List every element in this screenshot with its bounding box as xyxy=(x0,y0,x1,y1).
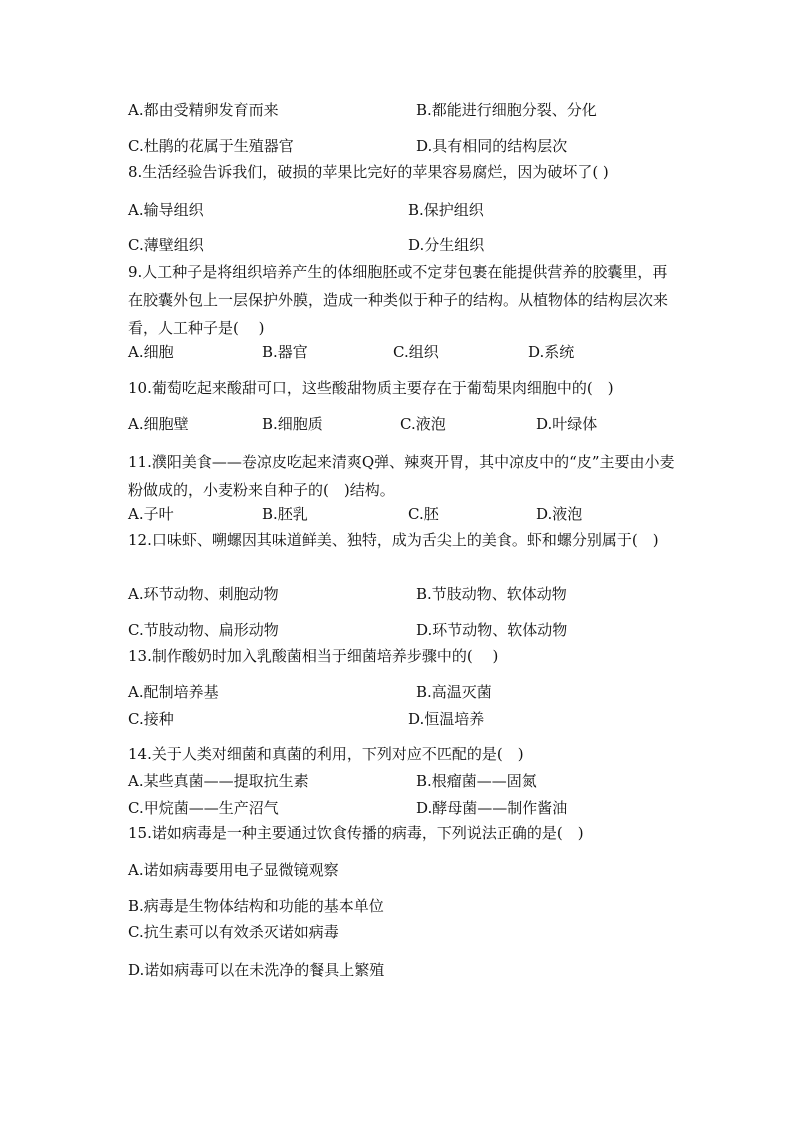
q14-stem: 14.关于人类对细菌和真菌的利用，下列对应不匹配的是( ) xyxy=(128,745,524,763)
q13-stem: 13.制作酸奶时加入乳酸菌相当于细菌培养步骤中的( ) xyxy=(128,647,499,665)
q9-stem: 9.人工种子是将组织培养产生的体细胞胚或不定芽包裹在能提供营养的胶囊里，再在胶囊外包上一层保护外膜，造成一种类似于种子的结构。从植物体的结构层次来看，人工种子是( ) xyxy=(128,263,669,337)
q14-option-c: C.甲烷菌——生产沼气 xyxy=(128,799,279,817)
q11-option-a: A.子叶 xyxy=(128,505,174,523)
q13-option-b: B.高温灭菌 xyxy=(416,683,492,701)
q10-option-b: B.细胞质 xyxy=(262,415,323,433)
q12-option-d: D.环节动物、软体动物 xyxy=(416,621,568,639)
q12-option-a: A.环节动物、刺胞动物 xyxy=(128,585,279,603)
q13-option-c: C.接种 xyxy=(128,710,174,728)
q7-option-b: B.都能进行细胞分裂、分化 xyxy=(416,101,597,119)
q9-option-d: D.系统 xyxy=(528,343,575,361)
q7-option-a: A.都由受精卵发育而来 xyxy=(128,101,279,119)
q8-option-b: B.保护组织 xyxy=(408,201,484,219)
q10-option-a: A.细胞壁 xyxy=(128,415,189,433)
q11-option-d: D.液泡 xyxy=(536,505,583,523)
q8-stem: 8.生活经验告诉我们，破损的苹果比完好的苹果容易腐烂，因为破坏了( ) xyxy=(128,163,609,181)
q13-option-d: D.恒温培养 xyxy=(408,710,485,728)
q14-option-b: B.根瘤菌——固氮 xyxy=(416,772,537,790)
q8-option-a: A.输导组织 xyxy=(128,201,204,219)
q8-option-d: D.分生组织 xyxy=(408,236,485,254)
q11-option-c: C.胚 xyxy=(408,505,439,523)
q7-option-c: C.杜鹃的花属于生殖器官 xyxy=(128,137,294,155)
q15-option-a: A.诺如病毒要用电子显微镜观察 xyxy=(128,861,339,879)
q11-stem: 11.濮阳美食——卷凉皮吃起来清爽Q弹、辣爽开胃，其中凉皮中的“皮”主要由小麦粉做成的，小麦粉来自种子的( )结构。 xyxy=(128,453,675,499)
q15-option-d: D.诺如病毒可以在未洗净的餐具上繁殖 xyxy=(128,961,385,979)
q12-option-b: B.节肢动物、软体动物 xyxy=(416,585,567,603)
q7-option-d: D.具有相同的结构层次 xyxy=(416,137,568,155)
q13-option-a: A.配制培养基 xyxy=(128,683,219,701)
q10-option-c: C.液泡 xyxy=(400,415,446,433)
q9-option-c: C.组织 xyxy=(393,343,439,361)
q11-option-b: B.胚乳 xyxy=(262,505,308,523)
q14-option-d: D.酵母菌——制作酱油 xyxy=(416,799,568,817)
q15-option-b: B.病毒是生物体结构和功能的基本单位 xyxy=(128,897,384,915)
q14-option-a: A.某些真菌——提取抗生素 xyxy=(128,772,309,790)
q10-option-d: D.叶绿体 xyxy=(536,415,598,433)
q12-option-c: C.节肢动物、扁形动物 xyxy=(128,621,279,639)
q15-option-c: C.抗生素可以有效杀灭诺如病毒 xyxy=(128,923,339,941)
q9-option-b: B.器官 xyxy=(262,343,308,361)
q10-stem: 10.葡萄吃起来酸甜可口，这些酸甜物质主要存在于葡萄果肉细胞中的( ) xyxy=(128,379,614,397)
q12-stem: 12.口味虾、嗍螺因其味道鲜美、独特，成为舌尖上的美食。虾和螺分别属于( ) xyxy=(128,531,659,549)
q15-stem: 15.诺如病毒是一种主要通过饮食传播的病毒，下列说法正确的是( ) xyxy=(128,824,584,842)
q8-option-c: C.薄壁组织 xyxy=(128,236,204,254)
q9-option-a: A.细胞 xyxy=(128,343,174,361)
